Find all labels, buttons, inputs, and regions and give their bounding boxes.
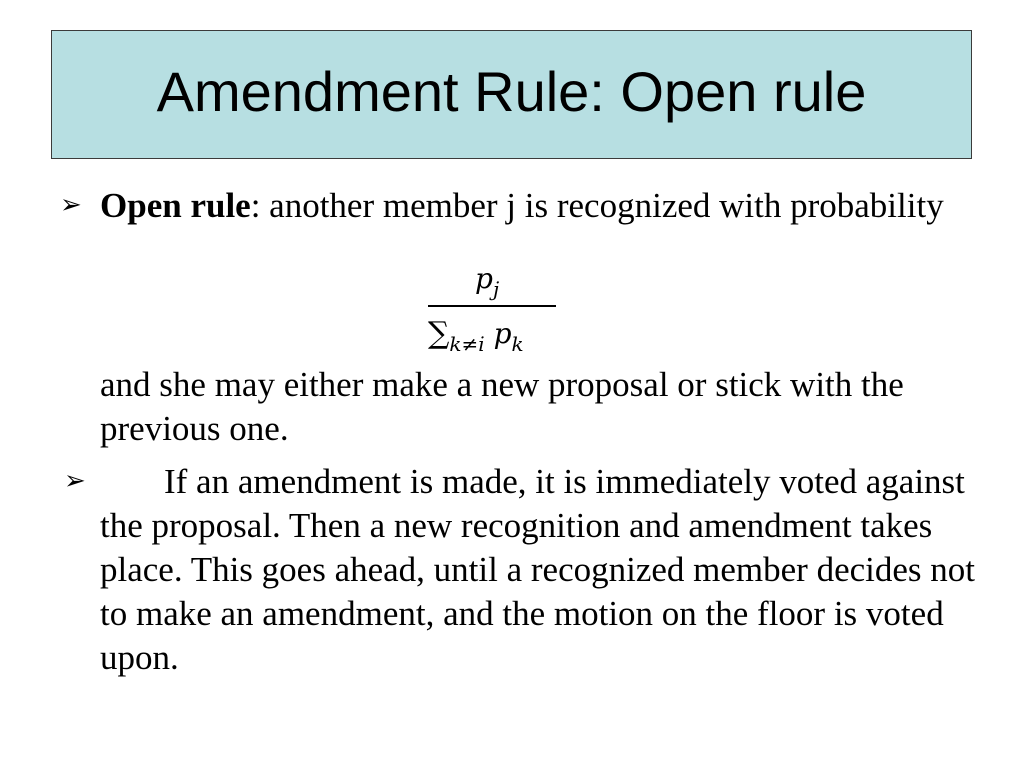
bullet-2-text — [100, 460, 980, 680]
probability-formula — [428, 262, 556, 358]
formula-numerator: $p_j$ — [475, 262, 500, 301]
fraction-bar — [428, 305, 556, 307]
sigma-symbol: ∑ — [428, 316, 450, 351]
bullet-arrow-icon: ➢ — [64, 466, 86, 496]
slide-title: Amendment Rule: Open rule — [156, 60, 867, 123]
bullet-arrow-icon: ➢ — [60, 190, 82, 220]
bullet-2-body: If an amendment is made, it is immediately voted against the proposal. Then a new recognition and amendment takes place. This goes ahead, until a recognized member decides not to make an amendment, and the motion on the floor is voted upon. — [100, 462, 975, 677]
bullet-1-body: : another member j is recognized with probability — [250, 186, 944, 225]
formula-denominator: $\sum_{k\ne i}$ $p_k$ — [428, 316, 524, 356]
bullet-1-continuation: and she may either make a new proposal or stick with the previous one. — [100, 365, 904, 448]
title-box — [51, 30, 972, 159]
bullet-1-text — [100, 184, 980, 228]
bullet-1-lead: Open rule — [100, 186, 251, 225]
